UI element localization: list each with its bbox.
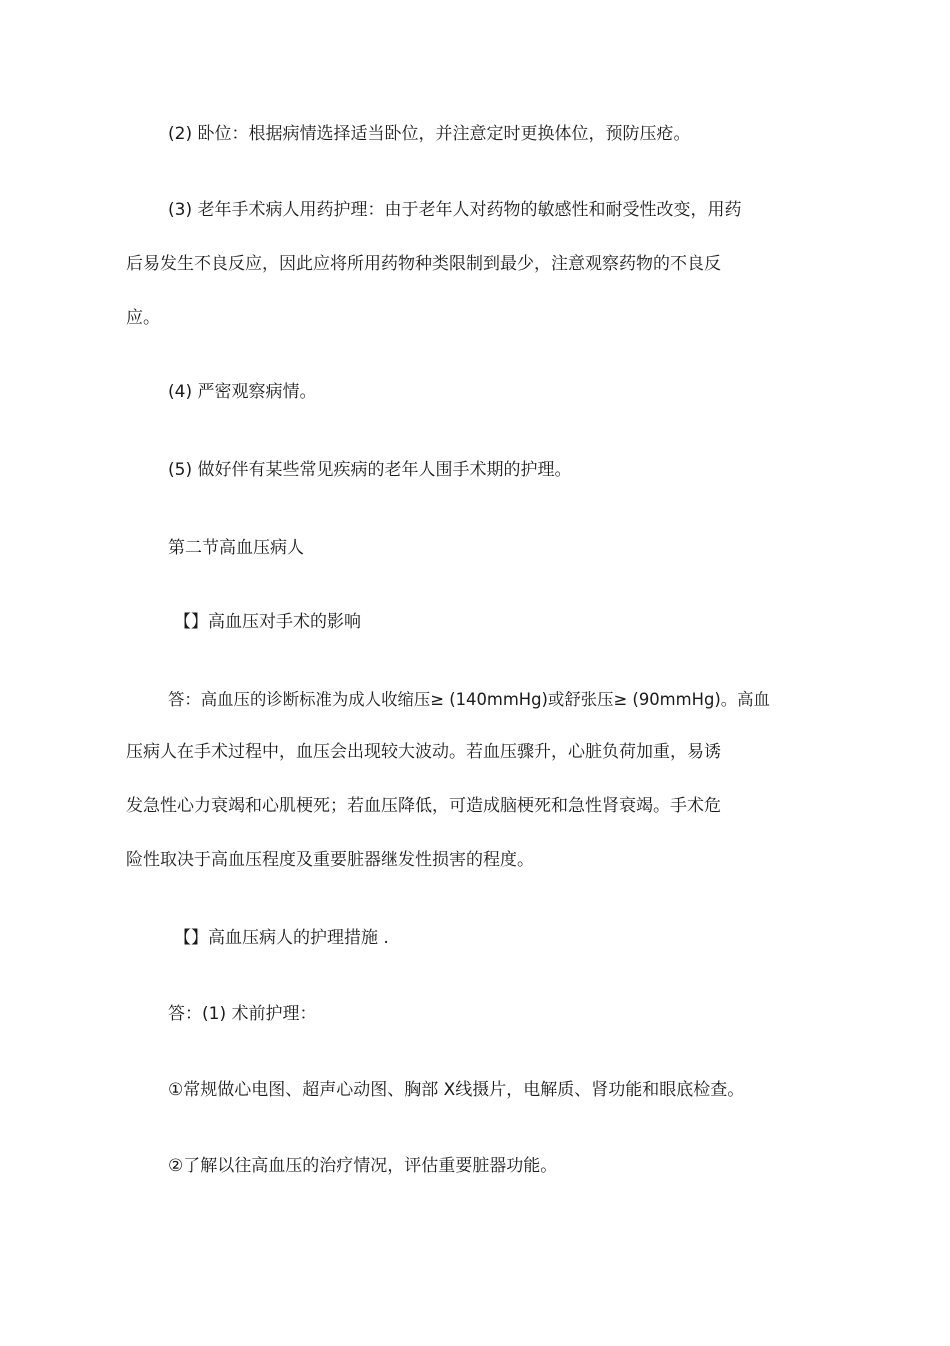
question-1-title: 【】高血压对手术的影响 [174, 612, 361, 632]
answer-1-line-1: 答：高血压的诊断标准为成人收缩压≥ (140mmHg)或舒张压≥ (90mmHg)。高血 [168, 690, 770, 709]
answer-1-line-3: 发急性心力衰竭和心肌梗死；若血压降低，可造成脑梗死和急性肾衰竭。手术危 [126, 796, 721, 816]
answer-1-line-2: 压病人在手术过程中，血压会出现较大波动。若血压骤升，心脏负荷加重，易诱 [126, 742, 721, 762]
question-2-title: 【】高血压病人的护理措施 . [174, 928, 389, 948]
paragraph-lying-position: (2) 卧位：根据病情选择适当卧位，并注意定时更换体位，预防压疮。 [168, 124, 691, 144]
paragraph-medication-line-3: 应。 [126, 308, 160, 328]
paragraph-comorbid: (5) 做好伴有某些常见疾病的老年人围手术期的护理。 [168, 460, 572, 480]
paragraph-observe: (4) 严密观察病情。 [168, 382, 317, 402]
section-title: 第二节高血压病人 [168, 538, 304, 558]
answer-1-line-4: 险性取决于高血压程度及重要脏器继发性损害的程度。 [126, 850, 534, 870]
answer-2-item-1: ①常规做心电图、超声心动图、胸部 X线摄片，电解质、肾功能和眼底检查。 [168, 1080, 745, 1100]
paragraph-medication-line-1: (3) 老年手术病人用药护理：由于老年人对药物的敏感性和耐受性改变，用药 [168, 200, 742, 220]
paragraph-medication-line-2: 后易发生不良反应，因此应将所用药物种类限制到最少，注意观察药物的不良反 [126, 254, 721, 274]
answer-2-item-2: ②了解以往高血压的治疗情况，评估重要脏器功能。 [168, 1156, 558, 1176]
answer-2-intro: 答：(1) 术前护理： [168, 1004, 317, 1024]
